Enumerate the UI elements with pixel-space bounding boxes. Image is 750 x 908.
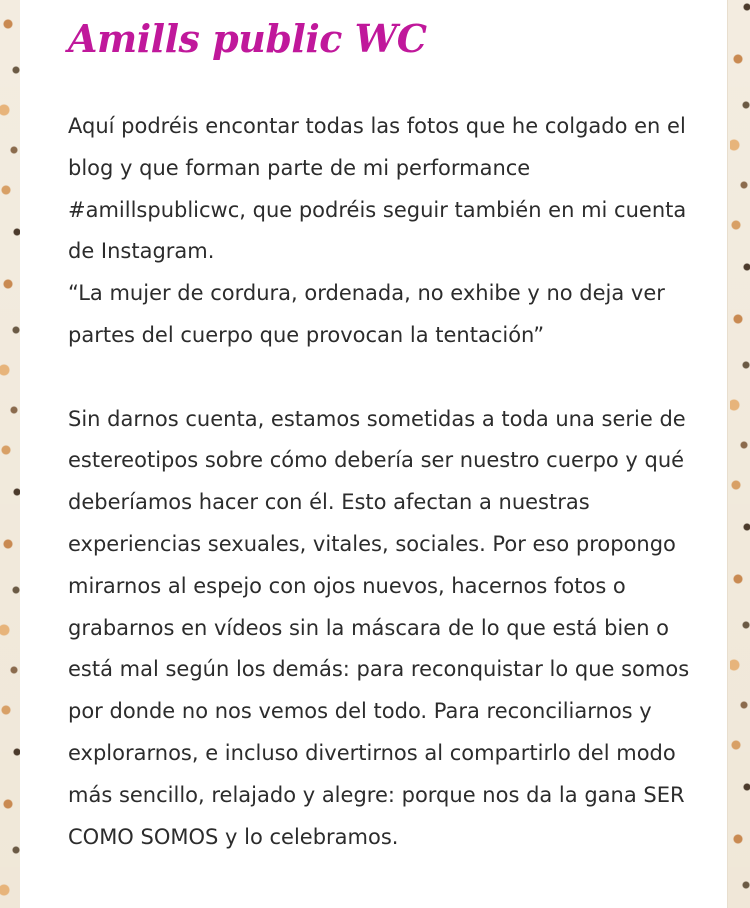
post-content [20, 0, 728, 908]
post-title: Amills public WC [68, 16, 427, 61]
paragraph-spacer [68, 357, 698, 399]
post-body [68, 106, 698, 858]
floral-border-right [727, 0, 750, 908]
floral-border-left [0, 0, 21, 908]
quote-paragraph: “La mujer de cordura, ordenada, no exhibe y no deja ver partes del cuerpo que provocan la tentación” [68, 281, 665, 347]
intro-paragraph: Aquí podréis encontar todas las fotos que he colgado en el blog y que forman parte de mi performance #amillspublicwc, que podréis seguir también en mi cuenta de Instagram. [68, 114, 687, 264]
main-paragraph: Sin darnos cuenta, estamos sometidas a toda una serie de estereotipos sobre cómo debería ser nuestro cuerpo y qué deberíamos hacer con él. Esto afectan a nuestras experiencias sexuales, vitales, sociales. Por eso propongo mirarnos al espejo con ojos nuevos, hacernos fotos o grabarnos en vídeos sin la máscara de lo que está bien o está mal según los demás: para reconquistar lo que somos por donde no nos vemos del todo. Para reconciliarnos y explorarnos, e incluso divertirnos al compartirlo del modo más sencillo, relajado y alegre: porque nos da la gana SER COMO SOMOS y lo celebramos. [68, 406, 690, 849]
